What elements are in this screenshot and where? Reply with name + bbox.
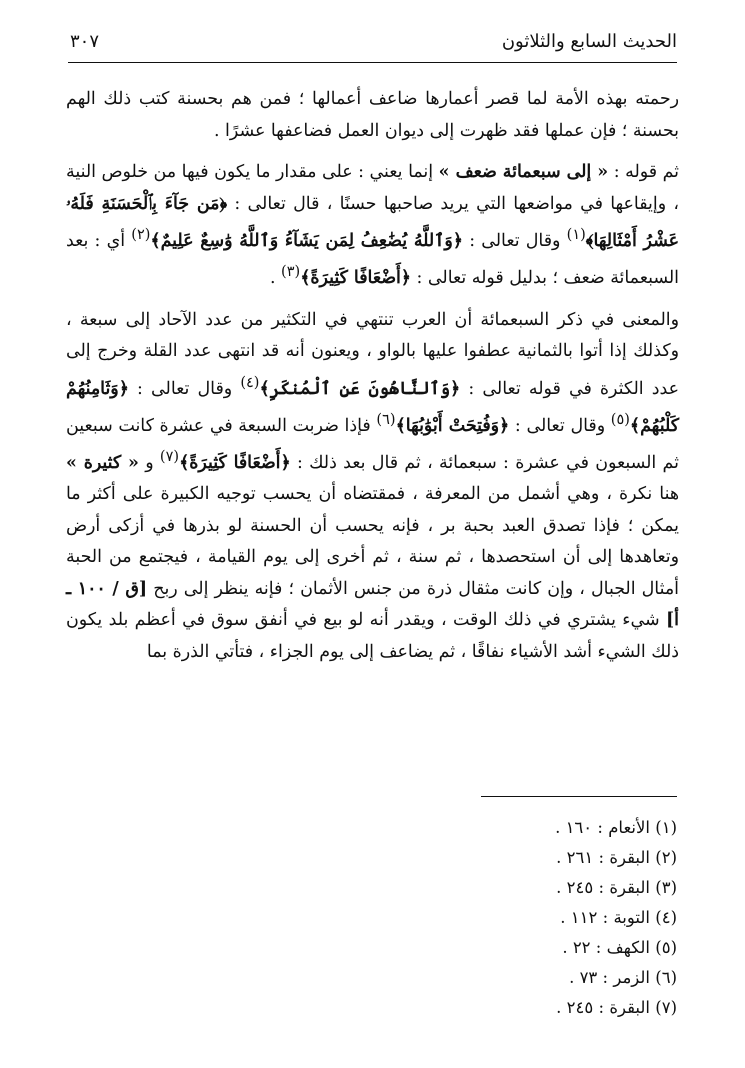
footnote: (٦) الزمر : ٧٣ . bbox=[569, 968, 677, 987]
paragraph-1 bbox=[66, 84, 679, 147]
footnote-rule bbox=[481, 796, 677, 797]
paragraph-1-text: رحمته بهذه الأمة لما قصر أعمارها ضاعف أعمالها ؛ فمن هم بحسنة كتب ذلك الهم بحسنة ؛ فإن عملها فقد ظهرت إلى ديوان العمل فضاعفها عشرًا . bbox=[66, 89, 679, 141]
footnote: (٧) البقرة : ٢٤٥ . bbox=[556, 998, 677, 1017]
text-run: وقال تعالى : bbox=[514, 415, 606, 436]
footnote: (٢) البقرة : ٢٦١ . bbox=[556, 848, 677, 867]
quran-verse: ﴿وَٱلنَّاهُونَ عَنِ ٱلْمُنكَرِ﴾ bbox=[259, 378, 461, 399]
quran-verse: ﴿مَن جَآءَ بِٱلْحَسَنَةِ فَلَهُۥ عَشْرُ أَمْثَالِهَا﴾ bbox=[66, 193, 680, 251]
footnote-ref: (٣) bbox=[281, 264, 301, 281]
quran-verse: ﴿وَفُتِحَتْ أَبْوَٰبُهَا﴾ bbox=[395, 415, 510, 436]
footnote: (٣) البقرة : ٢٤٥ . bbox=[556, 878, 677, 897]
footnote: (٤) التوبة : ١١٢ . bbox=[560, 908, 677, 927]
footnote-ref: (٥) bbox=[610, 411, 630, 428]
text-run: . bbox=[269, 268, 276, 289]
text-run: فإذا ضربت السبعة في عشرة كانت سبعين ثم السبعون في عشرة : سبعمائة ، ثم قال بعد ذلك : bbox=[66, 415, 679, 473]
paragraph-2 bbox=[66, 157, 679, 295]
quran-verse: ﴿أَضْعَافًا كَثِيرَةً﴾ bbox=[179, 452, 291, 473]
text-run: والمعنى في ذكر السبعمائة أن العرب تنتهي في التكثير من عدد الآحاد إلى سبعة ، وكذلك إذا أتوا بالثمانية عطفوا عليها بالواو ، ويعنون أنه قد انتهى عدد القلة وخرج إلى عدد الكثرة في قوله تعالى : bbox=[66, 309, 679, 399]
footnote-ref: (٧) bbox=[159, 449, 180, 466]
footnote-ref: (٤) bbox=[240, 374, 260, 391]
hadith-phrase: « إلى سبعمائة ضعف » bbox=[438, 162, 609, 182]
footnote-ref: (٦) bbox=[376, 411, 396, 428]
header-rule bbox=[68, 62, 677, 63]
running-header bbox=[70, 30, 677, 58]
text-run: ثم قوله : bbox=[613, 162, 679, 182]
text-run: أي : بعد السبعمائة ضعف ؛ بدليل قوله تعالى : bbox=[66, 230, 679, 289]
text-run: و bbox=[145, 452, 154, 473]
text-run: إنما يعني : على مقدار ما يكون فيها من خلوص النية ، وإيقاعها في مواضعها التي يريد صاحبها حسنًا ، قال تعالى : bbox=[66, 162, 679, 214]
page-number: ٣٠٧ bbox=[70, 31, 100, 52]
quran-verse: ﴿أَضْعَافًا كَثِيرَةً﴾ bbox=[300, 268, 412, 289]
quran-verse: ﴿وَٱللَّهُ يُضَٰعِفُ لِمَن يَشَآءُ وَٱللَّهُ وَٰسِعٌ عَلِيمٌ﴾ bbox=[150, 230, 463, 251]
text-run: هنا نكرة ، وهي أشمل من المعرفة ، فمقتضاه أن يحسب توجيه الكبيرة على أكثر ما يمكن ؛ فإذا تصدق العبد بحبة بر ، فإنه يحسب أن الحسنة لو بذرها في أزكى أرض وتعاهدها إلى أن استحصدها ، ثم سنة ، ثم أخرى إلى يوم القيامة ، فيجتمع من الحبة أمثال الجبال ، وإن كانت مثقال ذرة من جنس الأثمان ؛ فإنه ينظر إلى ربح bbox=[66, 484, 679, 599]
main-text bbox=[66, 84, 679, 678]
footnote: (٥) الكهف : ٢٢ . bbox=[562, 938, 677, 957]
text-run: وقال تعالى : bbox=[137, 378, 233, 399]
quran-verse: ﴿وَثَامِنُهُمْ كَلْبُهُمْ﴾ bbox=[66, 378, 679, 436]
footnote-ref: (٢) bbox=[131, 227, 151, 243]
paragraph-3 bbox=[66, 305, 679, 669]
key-word: « كثيرة » bbox=[66, 452, 139, 473]
footnote-ref: (١) bbox=[566, 227, 586, 243]
footnotes-list bbox=[377, 813, 677, 1023]
text-run: شيء يشتري في ذلك الوقت ، ويقدر أنه لو بيع في أنفق سوق في أعظم بلد يكون ذلك الشيء أشد الأشياء نفاقًا ، ثم يضاعف إلى يوم الجزاء ، فتأتي الذرة بما bbox=[66, 610, 679, 662]
footnote: (١) الأنعام : ١٦٠ . bbox=[555, 818, 677, 837]
text-run: وقال تعالى : bbox=[469, 230, 561, 251]
manuscript-folio-marker: [ق / ١٠٠ ـ أ] bbox=[66, 578, 680, 631]
chapter-title: الحديث السابع والثلاثون bbox=[501, 31, 677, 52]
